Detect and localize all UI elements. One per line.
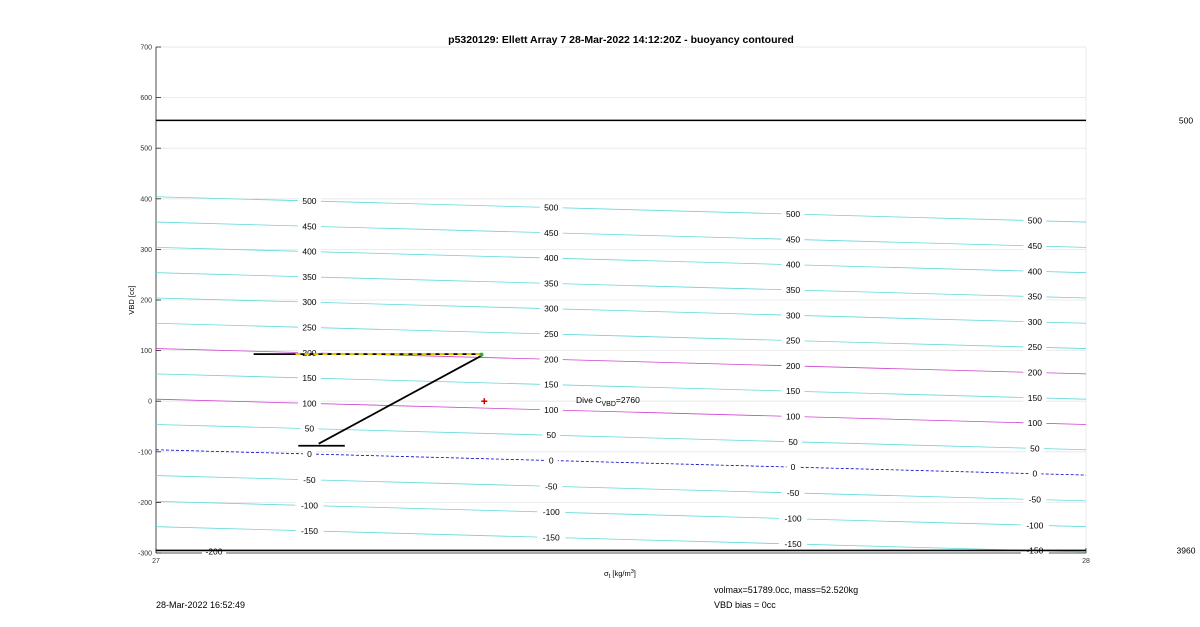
contour-label: 500 xyxy=(1027,215,1042,226)
contour-label: -50 xyxy=(1028,494,1041,505)
contour-label: 50 xyxy=(788,436,798,447)
contour-label: -50 xyxy=(786,487,800,498)
contour-label: 100 xyxy=(785,411,801,422)
contour-label: -200 xyxy=(205,546,223,557)
contour-label: -150 xyxy=(542,532,560,543)
y-tick-label: -300 xyxy=(137,550,152,558)
contour-label: 300 xyxy=(785,310,801,321)
contour-label: 300 xyxy=(544,303,559,314)
contour-line xyxy=(156,476,1086,501)
contour-label: 150 xyxy=(544,379,559,390)
contour-label: 200 xyxy=(785,360,801,371)
contour-label: 0 xyxy=(790,462,796,473)
contour-label: 50 xyxy=(304,423,315,434)
contour-label: -100 xyxy=(784,513,802,524)
contour-line xyxy=(156,450,1086,475)
y-tick-label: 300 xyxy=(140,246,152,254)
contour-label: 0 xyxy=(548,455,554,466)
footer-vbd-bias: VBD bias = 0cc xyxy=(714,600,776,610)
footer-timestamp: 28-Mar-2022 16:52:49 xyxy=(156,600,246,610)
contour-line xyxy=(156,323,1086,348)
contour-label: 150 xyxy=(785,386,801,397)
contour-label: 400 xyxy=(1027,266,1042,277)
footer-volmax: volmax=51789.0cc, mass=52.520kg xyxy=(714,585,859,595)
contour-label: -100 xyxy=(542,507,560,518)
contour-label: 250 xyxy=(544,329,559,340)
contour-label: 150 xyxy=(1027,392,1042,403)
contour-label: 450 xyxy=(302,221,317,232)
contour-label: 350 xyxy=(1027,291,1042,302)
contour-label: 350 xyxy=(544,278,559,289)
contour-label: 50 xyxy=(1030,443,1040,454)
x-tick-label: 27 xyxy=(152,558,160,565)
y-tick-label: 200 xyxy=(140,297,152,305)
contour-label: 500 xyxy=(544,202,559,213)
contour-label: 150 xyxy=(302,373,317,384)
reference-line-label: 500 xyxy=(1178,115,1194,126)
contour-label: 350 xyxy=(785,285,801,296)
x-tick-label: 28 xyxy=(1082,558,1090,565)
contour-line xyxy=(156,424,1086,449)
contour-label: 200 xyxy=(1027,367,1042,378)
y-axis-label: VBD [cc] xyxy=(127,285,136,315)
y-tick-label: 500 xyxy=(140,145,152,153)
contour-line xyxy=(156,222,1086,247)
contour-label: -150 xyxy=(300,525,318,536)
marker-dot xyxy=(480,353,484,357)
y-tick-label: -200 xyxy=(137,499,152,507)
contour-label: -100 xyxy=(300,500,318,511)
contour-label: 500 xyxy=(785,209,801,220)
chart-title: p5320129: Ellett Array 7 28-Mar-2022 14:12:20Z - buoyancy contoured xyxy=(448,34,794,46)
contour-label: -50 xyxy=(303,474,316,485)
contour-label: 200 xyxy=(302,347,317,358)
contour-label: 400 xyxy=(302,246,317,257)
contour-label: 500 xyxy=(302,195,317,206)
contour-line xyxy=(156,298,1086,323)
contour-label: -150 xyxy=(784,539,802,550)
y-tick-label: 700 xyxy=(140,44,152,52)
contour-label: 400 xyxy=(785,259,801,270)
y-tick-label: -100 xyxy=(137,449,152,457)
contour-line xyxy=(156,247,1086,272)
contour-label: 450 xyxy=(785,234,801,245)
data-series-line xyxy=(319,356,482,444)
contour-label: 300 xyxy=(1027,316,1042,327)
contour-line xyxy=(156,197,1086,222)
contour-label: 200 xyxy=(544,354,559,365)
contour-line xyxy=(156,349,1086,374)
y-tick-label: 400 xyxy=(140,196,152,204)
contour-label: 450 xyxy=(1027,240,1042,251)
contour-label: 100 xyxy=(544,404,559,415)
y-tick-label: 100 xyxy=(140,348,152,356)
y-tick-label: 0 xyxy=(148,398,152,406)
contour-line xyxy=(156,273,1086,298)
x-axis-label: $\sigma_t$ $[kg/m^3]$ xyxy=(604,569,636,580)
contour-label: 450 xyxy=(544,227,559,238)
reference-line-label: 3960 xyxy=(1176,545,1196,556)
contour-label: 100 xyxy=(1027,418,1042,429)
contour-label: 400 xyxy=(544,253,559,264)
contour-label: 100 xyxy=(302,398,317,409)
contour-label: 0 xyxy=(307,448,312,459)
contour-label: 250 xyxy=(1027,342,1042,353)
contour-label: -50 xyxy=(545,481,558,492)
contour-label: 250 xyxy=(302,322,317,333)
y-tick-label: 600 xyxy=(140,95,152,103)
contour-label: 300 xyxy=(302,297,317,308)
contour-label: -100 xyxy=(1026,520,1044,531)
contour-label: 350 xyxy=(302,271,317,282)
contour-label: -150 xyxy=(1026,545,1044,556)
contour-label: 250 xyxy=(785,335,801,346)
contour-label: 50 xyxy=(546,430,556,441)
dive-cvbd-annotation: Dive $C_{VBD}=2760$ xyxy=(576,395,640,409)
contour-label: 0 xyxy=(1032,468,1038,479)
